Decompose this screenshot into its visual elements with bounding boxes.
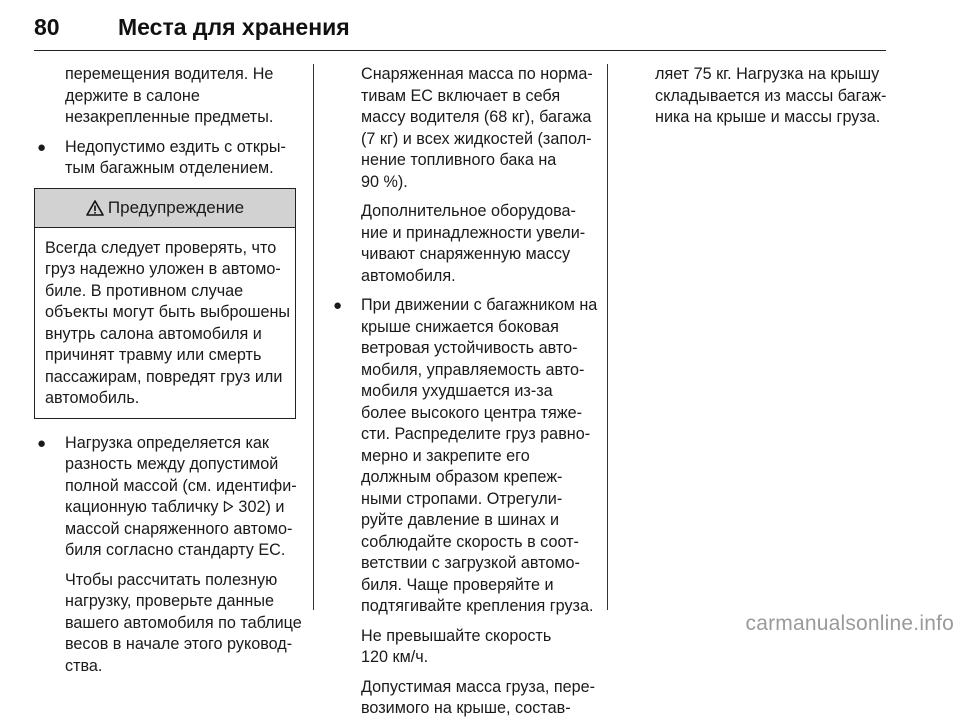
bullet-dot: ● — [37, 434, 47, 452]
page-reference-arrow-icon[interactable] — [223, 500, 234, 513]
text-line: вашего автомобиля по таблице — [65, 613, 302, 632]
text-line: ными стропами. Отрегули- — [361, 489, 563, 508]
text-line: должным образом крепеж- — [361, 468, 563, 486]
text-line: Дополнительное оборудова- — [361, 202, 576, 220]
warning-triangle-icon — [86, 200, 104, 216]
column-divider-2 — [607, 64, 608, 610]
text-line: незакрепленные предметы. — [65, 108, 274, 126]
text-line: мобиля, управляемость авто- — [361, 360, 585, 379]
text-line: соблюдайте скорость в соот- — [361, 532, 579, 551]
text-line: ляет 75 кг. Нагрузка на крышу — [655, 65, 880, 83]
warning-box — [34, 188, 296, 419]
text-line: нагрузку, проверьте данные — [65, 592, 274, 610]
text-line: возимого на крыше, состав- — [361, 699, 571, 717]
text-line: тым багажным отделением. — [65, 159, 274, 177]
text-line: причинят травму или смерть — [45, 346, 262, 364]
text-line: чивают снаряженную массу — [361, 245, 571, 263]
text-line: сти. Распределите груз равно- — [361, 425, 591, 443]
text-line: биля согласно стандарту ЕС. — [65, 541, 286, 559]
column-2 — [330, 64, 598, 728]
text-line: руйте давление в шинах и — [361, 511, 559, 529]
page-number: 80 — [34, 14, 60, 40]
intro-paragraph — [34, 64, 296, 129]
bullet-item-roof-rack — [330, 295, 598, 618]
text-line: При движении с багажником на — [361, 296, 598, 314]
text-line: ние и принадлежности увели- — [361, 223, 586, 242]
column-divider-1 — [313, 64, 314, 610]
warning-title: Предупреждение — [107, 197, 245, 217]
text-line: подтягивайте крепления груза. — [361, 597, 594, 615]
bullet-item-load-definition — [34, 433, 296, 562]
warning-header — [35, 189, 295, 228]
text-line: груз надежно уложен в автомо- — [45, 260, 281, 278]
text-line-with-reference — [65, 497, 296, 519]
text-line: Недопустимо ездить с откры- — [65, 137, 286, 156]
warning-body — [35, 228, 295, 418]
text-line: Чтобы рассчитать полезную — [65, 570, 278, 589]
text-line: складывается из массы багаж- — [655, 86, 887, 105]
text-line: перемещения водителя. Не — [65, 65, 274, 83]
text-line: объекты могут быть выброшены — [45, 303, 291, 321]
text-line: внутрь салона автомобиля и — [45, 324, 262, 343]
payload-paragraph — [34, 570, 302, 678]
curb-weight-paragraph — [330, 64, 592, 193]
text-line: автомобиль. — [45, 389, 140, 407]
text-line: Допустимая масса груза, пере- — [361, 677, 595, 696]
text-line: полной массой (см. идентифи- — [65, 476, 297, 495]
equipment-paragraph — [330, 201, 592, 287]
chapter-title: Места для хранения — [118, 14, 350, 40]
text-line: более высокого центра тяже- — [361, 403, 583, 422]
page-header — [34, 10, 886, 51]
text-line: автомобиля. — [361, 266, 456, 285]
text-line: ника на крыше и массы груза. — [655, 108, 881, 126]
text-line: (7 кг) и всех жидкостей (запол- — [361, 129, 592, 148]
text-line: Всегда следует проверять, что — [45, 238, 277, 257]
text-fragment: кационную табличку — [65, 498, 223, 516]
text-line: пассажирам, повредят груз или — [45, 367, 283, 386]
roof-load-paragraph — [330, 677, 595, 720]
bullet-dot: ● — [333, 297, 343, 314]
bullet-item-open-trunk — [34, 137, 296, 180]
text-line: массу водителя (68 кг), багажа — [361, 108, 592, 126]
watermark: carmanualsonline.info — [745, 612, 954, 635]
text-line: 90 %). — [361, 172, 408, 191]
text-line: ветровая устойчивость авто- — [361, 339, 578, 357]
text-line: крыше снижается боковая — [361, 317, 559, 336]
text-line: Снаряженная масса по норма- — [361, 65, 593, 83]
text-line: нение топливного бака на — [361, 151, 557, 169]
column-3 — [624, 64, 892, 137]
page-reference-number: 302) и — [233, 498, 285, 516]
text-line: держите в салоне — [65, 86, 200, 105]
text-line: 120 км/ч. — [361, 648, 429, 666]
bullet-dot: ● — [37, 138, 47, 156]
text-line: весов в начале этого руковод- — [65, 635, 293, 653]
speed-limit-paragraph — [330, 626, 592, 669]
text-line: тивам ЕС включает в себя — [361, 86, 561, 105]
text-line: биле. В противном случае — [45, 281, 244, 300]
roof-load-continuation — [624, 64, 892, 129]
text-line: массой снаряженного автомо- — [65, 519, 293, 538]
text-line: Не превышайте скорость — [361, 626, 552, 645]
text-line: мобиля ухудшается из-за — [361, 382, 553, 400]
text-line: Нагрузка определяется как — [65, 433, 269, 452]
text-line: мерно и закрепите его — [361, 446, 530, 465]
text-line: ветствии с загрузкой автомо- — [361, 554, 580, 572]
text-line: ства. — [65, 656, 103, 675]
text-line: биля. Чаще проверяйте и — [361, 575, 554, 594]
column-1 — [34, 64, 302, 685]
text-line: разность между допустимой — [65, 455, 279, 473]
